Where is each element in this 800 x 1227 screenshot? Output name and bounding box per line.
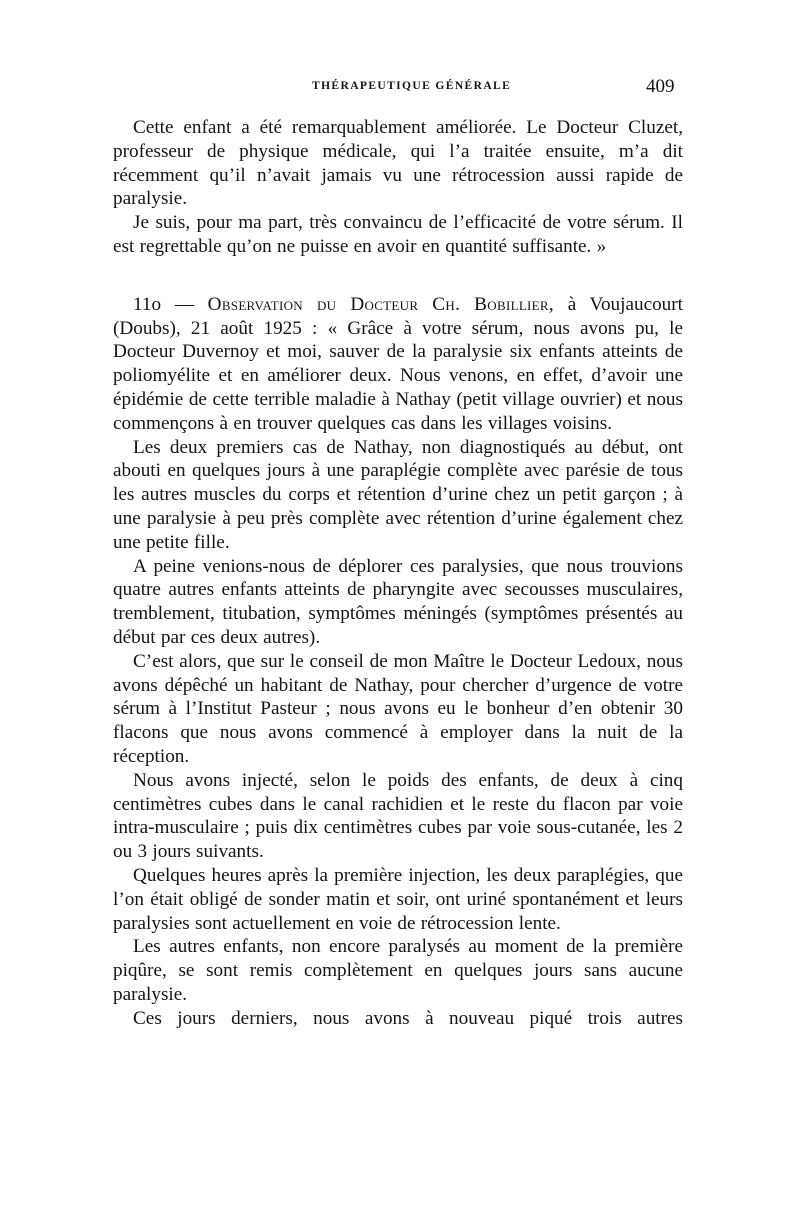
paragraph-5: A peine venions-nous de déplorer ces paralysies, que nous trouvions quatre autres enfants atteints de pharyngite avec secousses musculaires, tremblement, titubation, symptômes méningés (symptômes présentés au début par ces deux autres). — [113, 555, 683, 648]
paragraph-10: Ces jours derniers, nous avons à nouveau piqué trois autres — [133, 1007, 683, 1029]
running-title: THÉRAPEUTIQUE GÉNÉRALE — [312, 80, 512, 92]
page-number: 409 — [646, 76, 675, 97]
paragraph-6: C’est alors, que sur le conseil de mon Maître le Docteur Ledoux, nous avons dépêché un habitant de Nathay, pour chercher d’urgence de votre sérum à l’Institut Pasteur ; nous avons eu le bonheur d’en obtenir 30 flacons que nous avons commencé à employer dans la nuit de la réception. — [113, 650, 683, 767]
paragraph-7: Nous avons injecté, selon le poids des enfants, de deux à cinq centimètres cubes dans le canal rachidien et le reste du flacon par voie intra-musculaire ; puis dix centimètres cubes par voie sous-cutanée, les 2 ou 3 jours suivants. — [113, 769, 683, 863]
running-header — [0, 76, 800, 100]
observation-text: à Voujaucourt (Doubs), 21 août 1925 : « Grâce à votre sérum, nous avons pu, le Docteur Duvernoy et moi, sauver de la paralysie six enfants atteints de poliomyélite et en améliorer deux. Nous venons, en effet, d’avoir une épidémie de cette terrible maladie à Nathay (petit village ouvrier) et nous commençons à en trouver quelques cas dans les villages voisins. — [113, 293, 683, 434]
paragraph-8: Quelques heures après la première injection, les deux paraplégies, que l’on était obligé de sonder matin et soir, ont uriné spontanément et leurs paralysies sont actuellement en voie de rétrocession lente. — [113, 864, 683, 934]
paragraph-9: Les autres enfants, non encore paralysés au moment de la première piqûre, se sont remis complètement en quelques jours sans aucune paralysie. — [113, 936, 683, 1005]
observation-number: 11o — — [133, 293, 194, 315]
paragraph-1: Cette enfant a été remarquablement améliorée. Le Docteur Cluzet, professeur de physique médicale, qui l’a traitée ensuite, m’a dit récemment qu’il n’avait jamais vu une rétrocession aussi rapide de paralysie. — [113, 117, 683, 210]
paragraph-4: Les deux premiers cas de Nathay, non diagnostiqués au début, ont abouti en quelques jours à une paraplégie complète avec parésie de tous les autres muscles du corps et rétention d’urine chez un petit garçon ; à une paralysie à peu près complète avec rétention d’urine également chez une petite fille. — [113, 436, 683, 553]
body-text — [113, 116, 683, 1030]
observation-heading: Observation du Docteur Ch. Bobillier, — [207, 293, 554, 315]
paragraph-observation-11 — [113, 293, 683, 436]
paragraph-2: Je suis, pour ma part, très convaincu de l’efficacité de votre sérum. Il est regrettable qu’on ne puisse en avoir en quantité suffisante. » — [113, 212, 683, 257]
